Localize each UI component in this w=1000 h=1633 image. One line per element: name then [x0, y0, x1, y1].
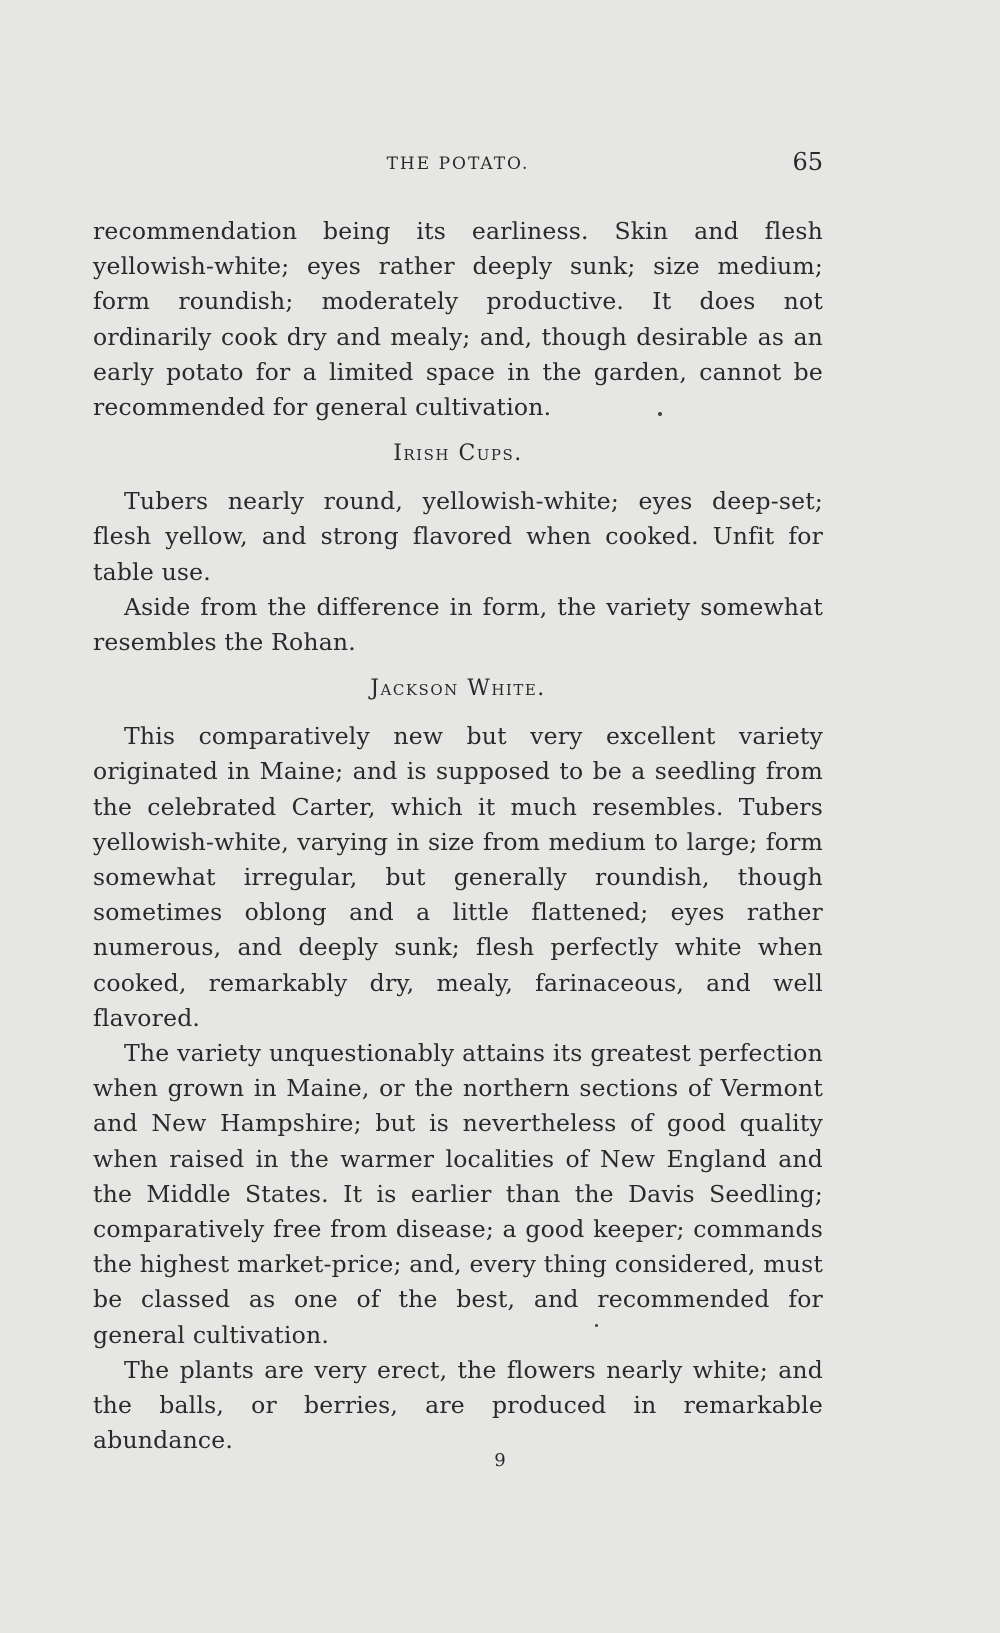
signature-mark: 9: [494, 1450, 506, 1471]
paragraph: This comparatively new but very excellent variety originated in Maine; and is supposed to be a seedling from the celebrated Carter, which it much resembles. Tubers yellowish-white, varying in size from medium to large; form somewhat irregular, but generally roundish, though sometimes oblong and a little flattened; eyes rather numerous, and deeply sunk; flesh perfectly white when cooked, remarkably dry, mealy, farinaceous, and well flavored.: [93, 722, 823, 1032]
paragraph: Aside from the difference in form, the variety somewhat resembles the Rohan.: [93, 592, 823, 657]
body-text: [93, 214, 823, 1459]
paragraph: The variety unquestionably attains its greatest perfection when grown in Maine, or the northern sections of Vermont and New Hampshire; but is nevertheless of good quality when raised in the warmer localities of New England and the Middle States. It is earlier than the Davis Seedling; comparatively free from disease; a good keeper; commands the highest market-price; and, every thing considered, must be classed as one of the best, and recommended for general cultivation.: [93, 1039, 823, 1349]
section-heading-irish-cups: Irish Cups.: [393, 441, 523, 467]
continuation-paragraph: recommendation being its earliness. Skin and flesh yellowish-white; eyes rather deeply sunk; size medium; form roundish; moderately productive. It does not ordinarily cook dry and mealy; and, though desirable as an early potato for a limited space in the garden, cannot be recommended for general cultivation.: [93, 217, 823, 422]
print-speck: [595, 1324, 598, 1327]
page-number: 65: [792, 148, 823, 176]
running-title: THE POTATO.: [386, 154, 530, 174]
section-heading-jackson-white: Jackson White.: [370, 676, 546, 702]
print-speck: [658, 412, 662, 416]
paragraph: The plants are very erect, the flowers nearly white; and the balls, or berries, are produced in remarkable abundance.: [93, 1355, 823, 1455]
running-head: [93, 148, 823, 178]
paragraph: Tubers nearly round, yellowish-white; eyes deep-set; flesh yellow, and strong flavored when cooked. Unfit for table use.: [93, 487, 823, 586]
